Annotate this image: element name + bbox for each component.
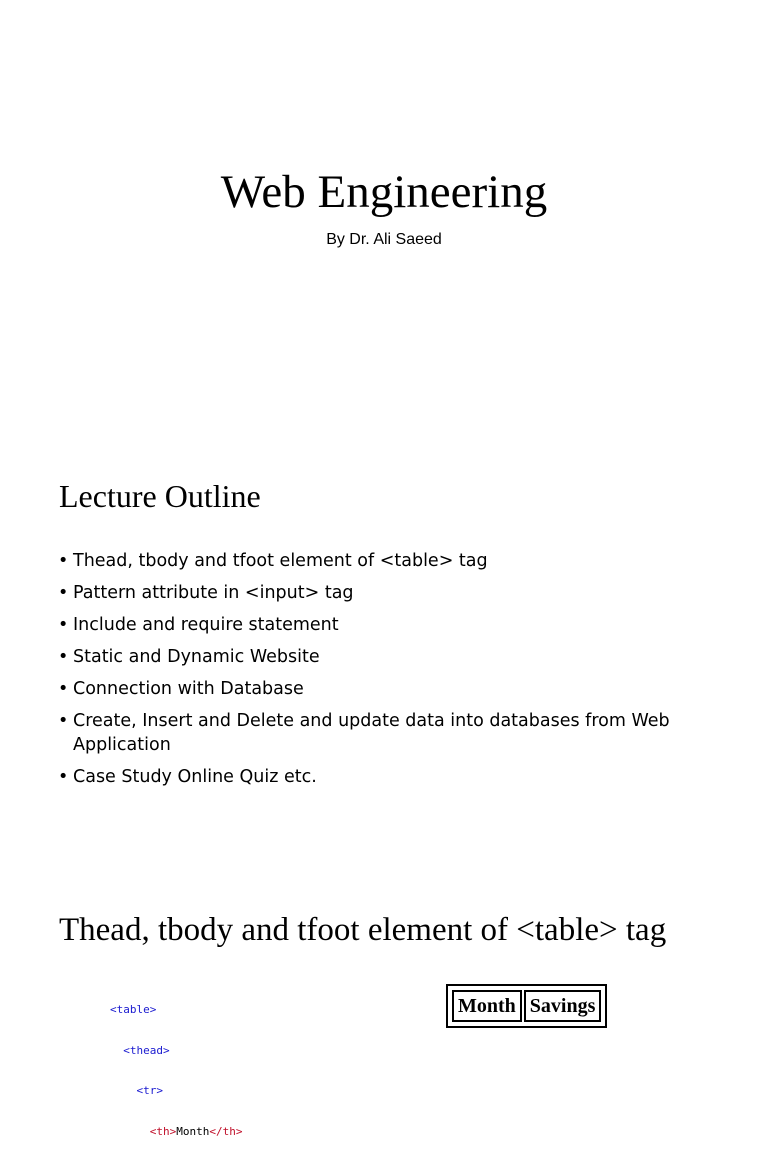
- table-tags-heading: Thead, tbody and tfoot element of <table> tag: [59, 912, 667, 948]
- list-item: [58, 645, 718, 669]
- code-line: [110, 1125, 243, 1139]
- code-tag: </th>: [209, 1124, 243, 1138]
- rendered-table-example: [446, 984, 607, 1028]
- list-item: [58, 581, 718, 605]
- bullet-text: Static and Dynamic Website: [73, 647, 320, 667]
- example-table: [450, 988, 603, 1024]
- bullet-icon: •: [58, 615, 69, 635]
- table-header-savings: Savings: [524, 990, 602, 1022]
- bullet-text: Pattern attribute in <input> tag: [73, 583, 354, 603]
- bullet-icon: •: [58, 583, 69, 603]
- code-tag: <table>: [110, 1003, 157, 1016]
- bullet-text: Thead, tbody and tfoot element of <table> tag: [73, 551, 488, 571]
- outline-heading: Lecture Outline: [59, 478, 261, 514]
- code-line: [110, 1003, 243, 1017]
- table-row: [452, 990, 601, 1022]
- presentation-author: By Dr. Ali Saeed: [326, 231, 442, 248]
- list-item: [58, 677, 718, 701]
- code-tag: <th>: [149, 1124, 177, 1138]
- code-sample: [110, 976, 243, 1165]
- list-item: [58, 709, 718, 757]
- bullet-text: Include and require statement: [73, 615, 339, 635]
- title-slide: [0, 0, 768, 432]
- list-item: [58, 765, 718, 789]
- code-line: [110, 1084, 243, 1098]
- bullet-text: Case Study Online Quiz etc.: [73, 767, 317, 787]
- code-tag: <tr>: [136, 1084, 163, 1097]
- code-text: Month: [176, 1124, 210, 1138]
- list-item: [58, 549, 718, 573]
- presentation-title: Web Engineering: [220, 166, 548, 218]
- outline-slide: [0, 432, 768, 864]
- bullet-icon: •: [58, 767, 69, 787]
- table-header-month: Month: [452, 990, 522, 1022]
- bullet-icon: •: [58, 647, 69, 667]
- code-line: [110, 1044, 243, 1058]
- bullet-text: Create, Insert and Delete and update data into databases from Web Application: [73, 711, 670, 755]
- bullet-icon: •: [58, 551, 69, 571]
- list-item: [58, 613, 718, 637]
- table-tags-slide: [0, 864, 768, 1138]
- outline-bullet-list: [58, 549, 718, 797]
- bullet-icon: •: [58, 711, 69, 731]
- code-tag: <thead>: [123, 1043, 170, 1057]
- bullet-icon: •: [58, 679, 69, 699]
- bullet-text: Connection with Database: [73, 679, 304, 699]
